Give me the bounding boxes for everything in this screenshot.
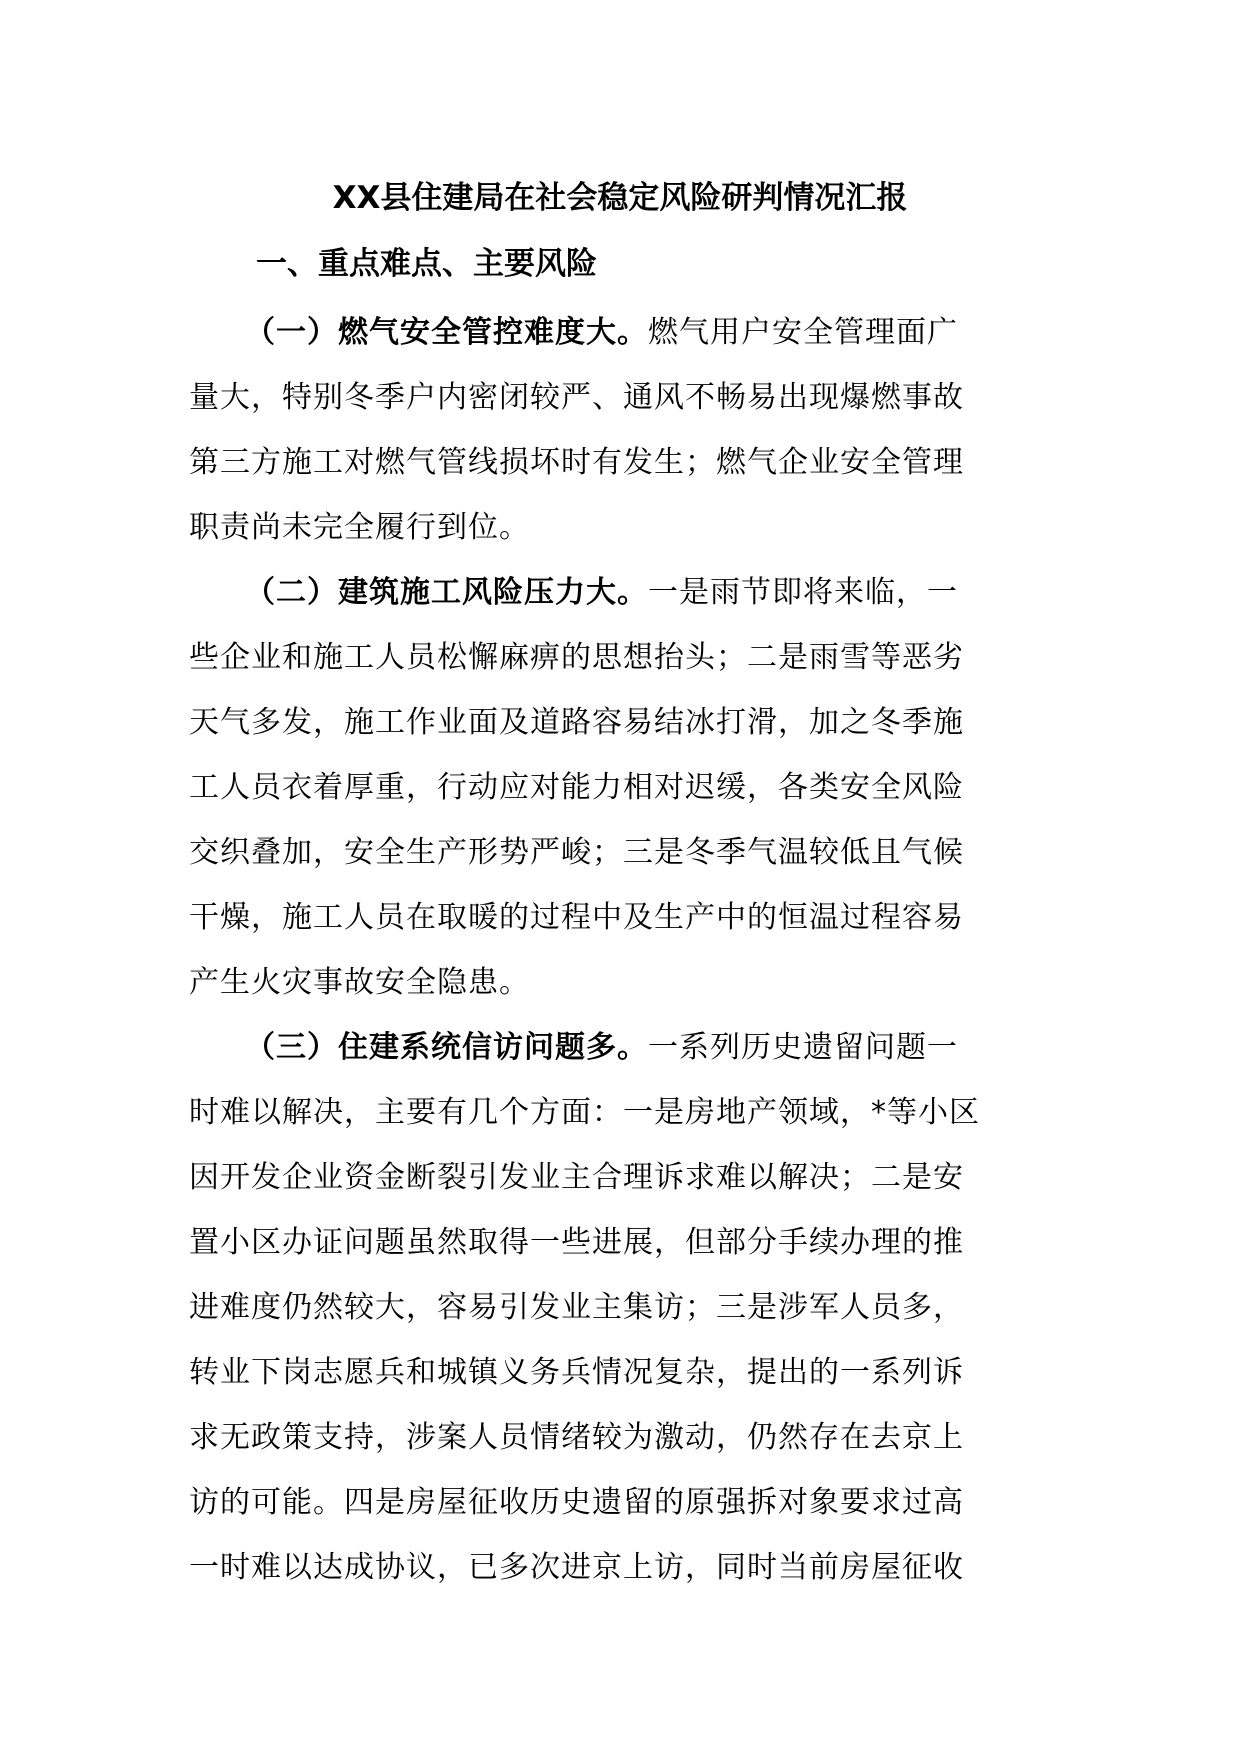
paragraph-lead: （二）建筑施工风险压力大。 (245, 575, 648, 610)
paragraph-line: 第三方施工对燃气管线损坏时有发生；燃气企业安全管理 (189, 445, 964, 480)
line-text: 燃气用户安全管理面广 (648, 315, 958, 350)
paragraph-line: 职责尚未完全履行到位。 (189, 510, 530, 545)
document-body (189, 300, 1059, 1600)
paragraph-line: 些企业和施工人员松懈麻痹的思想抬头；二是雨雪等恶劣 (189, 640, 964, 675)
line-text: 一系列历史遗留问题一 (648, 1030, 958, 1065)
line-text: 一是雨节即将来临，一 (648, 575, 958, 610)
paragraph-line: 转业下岗志愿兵和城镇义务兵情况复杂，提出的一系列诉 (189, 1355, 964, 1390)
document-title: XX县住建局在社会稳定风险研判情况汇报 (332, 180, 908, 216)
section-heading: 一、重点难点、主要风险 (256, 246, 597, 282)
paragraph-construction-risk (189, 560, 1059, 1015)
paragraph-line: 产生火灾事故安全隐患。 (189, 965, 530, 1000)
paragraph-line: 干燥，施工人员在取暖的过程中及生产中的恒温过程容易 (189, 900, 964, 935)
paragraph-line (189, 560, 1059, 625)
paragraph-lead: （一）燃气安全管控难度大。 (245, 315, 648, 350)
paragraph-line: 访的可能。四是房屋征收历史遗留的原强拆对象要求过高 (189, 1485, 964, 1520)
paragraph-line (189, 300, 1059, 365)
paragraph-line: 量大，特别冬季户内密闭较严、通风不畅易出现爆燃事故 (189, 380, 964, 415)
paragraph-line: 因开发企业资金断裂引发业主合理诉求难以解决；二是安 (189, 1160, 964, 1195)
paragraph-line: 求无政策支持，涉案人员情绪较为激动，仍然存在去京上 (189, 1420, 964, 1455)
paragraph-gas-safety (189, 300, 1059, 560)
paragraph-line: 进难度仍然较大，容易引发业主集访；三是涉军人员多， (189, 1290, 964, 1325)
paragraph-line: 天气多发，施工作业面及道路容易结冰打滑，加之冬季施 (189, 705, 964, 740)
paragraph-line (189, 1015, 1059, 1080)
paragraph-line: 交织叠加，安全生产形势严峻；三是冬季气温较低且气候 (189, 835, 964, 870)
paragraph-line: 一时难以达成协议，已多次进京上访，同时当前房屋征收 (189, 1550, 964, 1585)
paragraph-line: 置小区办证问题虽然取得一些进展，但部分手续办理的推 (189, 1225, 964, 1260)
paragraph-line: 工人员衣着厚重，行动应对能力相对迟缓，各类安全风险 (189, 770, 964, 805)
paragraph-line: 时难以解决，主要有几个方面：一是房地产领域，*等小区 (189, 1095, 980, 1130)
paragraph-petitions (189, 1015, 1059, 1600)
paragraph-lead: （三）住建系统信访问题多。 (245, 1030, 648, 1065)
